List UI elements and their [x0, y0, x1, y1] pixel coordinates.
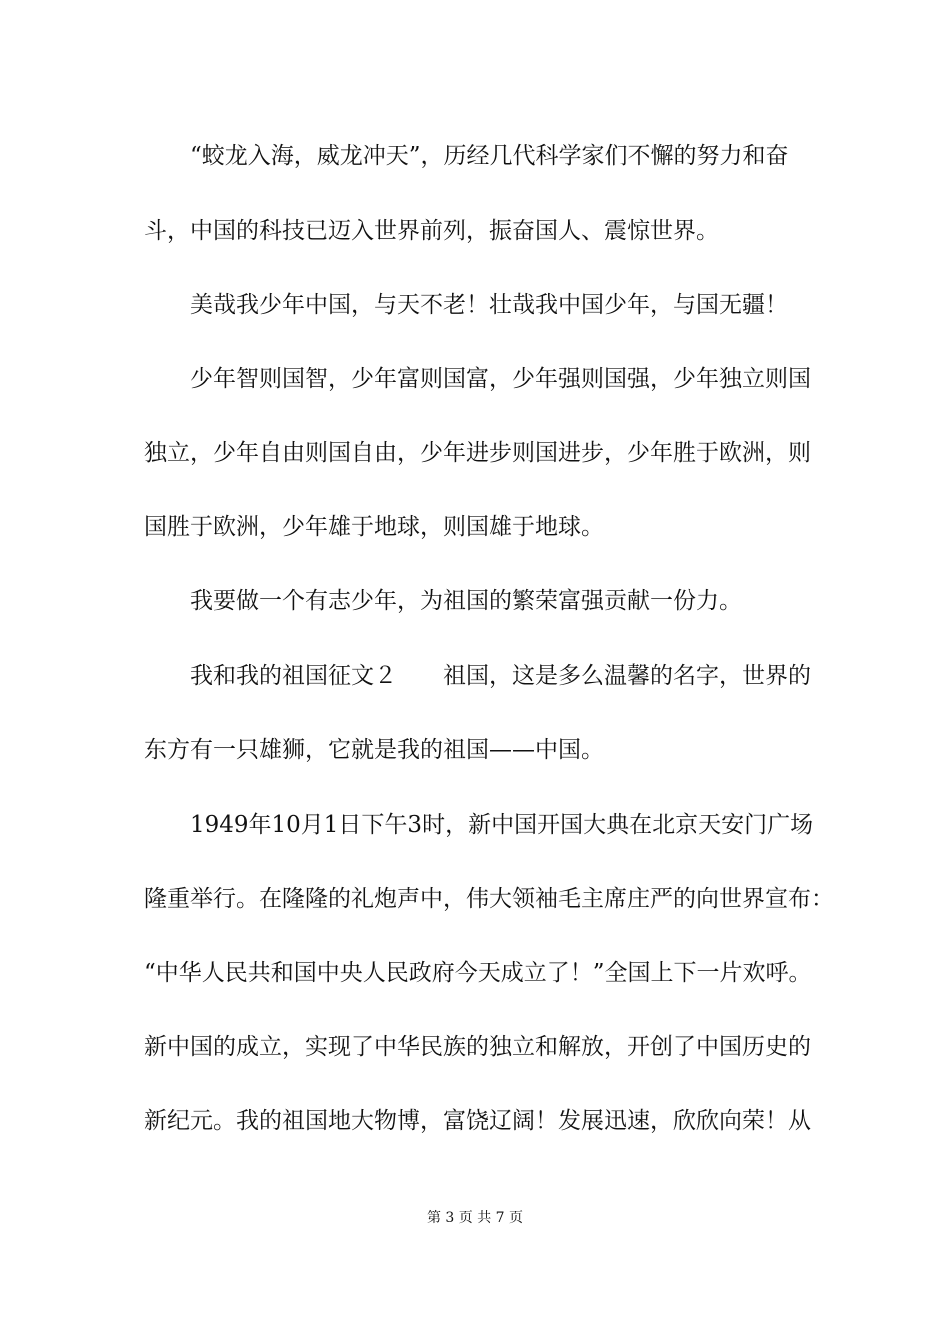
- paragraph-line: 独立，少年自由则国自由，少年进步则国进步，少年胜于欧洲，则: [144, 440, 811, 466]
- paragraph-line: 国胜于欧洲，少年雄于地球，则国雄于地球。: [144, 514, 604, 540]
- paragraph-line: “蛟龙入海，威龙冲天”，历经几代科学家们不懈的努力和奋: [190, 143, 789, 169]
- paragraph-line: 美哉我少年中国，与天不老！壮哉我中国少年，与国无疆！: [190, 292, 788, 318]
- paragraph-line: 1949年10月1日下午3时，新中国开国大典在北京天安门广场: [190, 812, 814, 838]
- paragraph-line: 我和我的祖国征文２ 祖国，这是多么温馨的名字，世界的: [190, 663, 811, 689]
- page-footer: 第 3 页 共 7 页: [426, 1210, 524, 1226]
- paragraph-line: 隆重举行。在隆隆的礼炮声中，伟大领袖毛主席庄严的向世界宣布：: [144, 886, 834, 912]
- paragraph-line: 少年智则国智，少年富则国富，少年强则国强，少年独立则国: [190, 366, 811, 392]
- paragraph-line: 斗，中国的科技已迈入世界前列，振奋国人、震惊世界。: [144, 218, 719, 244]
- paragraph-line: 东方有一只雄狮，它就是我的祖国——中国。: [144, 737, 604, 763]
- paragraph-line: 新中国的成立，实现了中华民族的独立和解放，开创了中国历史的: [144, 1034, 811, 1060]
- paragraph-line: 新纪元。我的祖国地大物博，富饶辽阔！发展迅速，欣欣向荣！从: [144, 1108, 811, 1134]
- paragraph-line: “中华人民共和国中央人民政府今天成立了！”全国上下一片欢呼。: [144, 960, 812, 986]
- paragraph-line: 我要做一个有志少年，为祖国的繁荣富强贡献一份力。: [190, 588, 742, 614]
